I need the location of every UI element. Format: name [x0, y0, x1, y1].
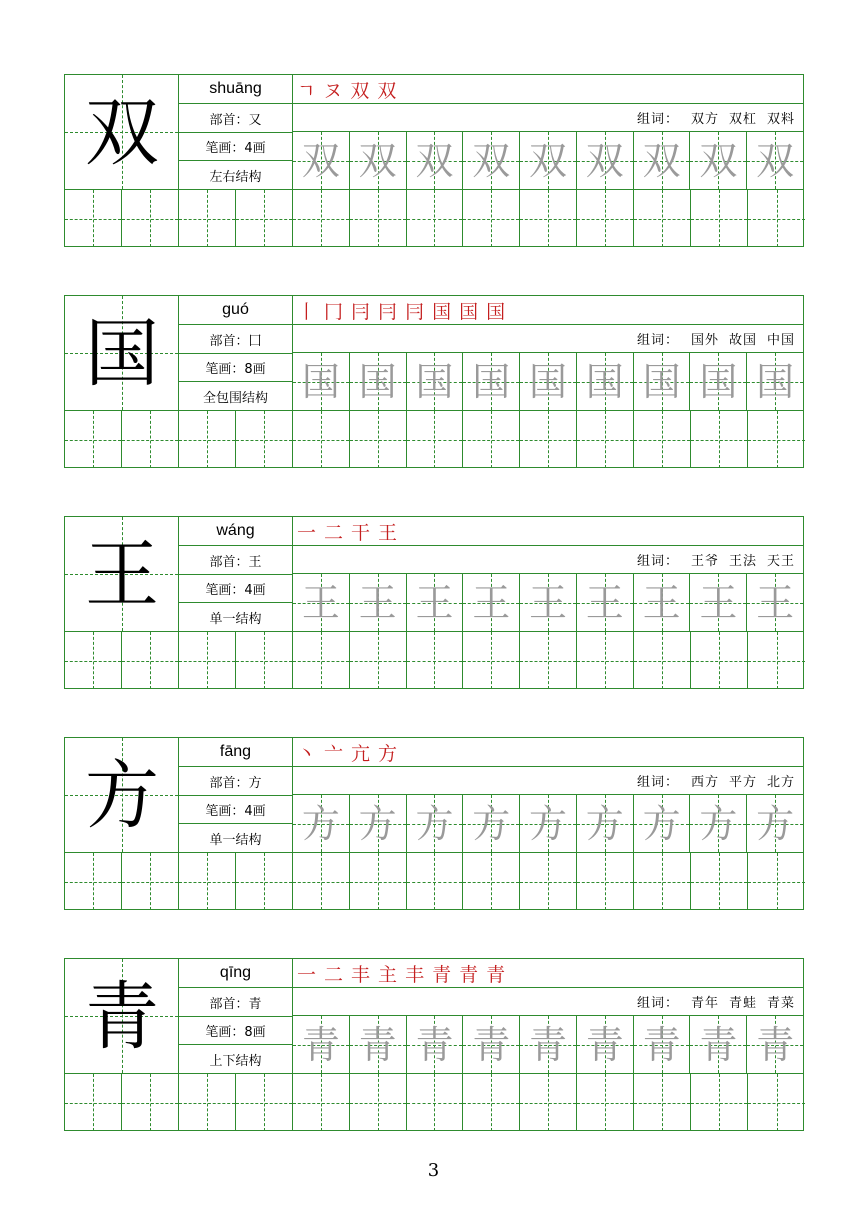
- practice-cell[interactable]: [122, 190, 179, 247]
- trace-cell[interactable]: [520, 574, 577, 631]
- trace-cell[interactable]: [463, 1016, 520, 1073]
- trace-character: 双: [699, 138, 738, 183]
- practice-cell[interactable]: [407, 632, 464, 689]
- trace-cell[interactable]: [350, 353, 407, 410]
- stroke-step: 丨: [297, 300, 317, 323]
- page-number: 3: [427, 1160, 440, 1181]
- trace-cell[interactable]: [463, 132, 520, 189]
- stroke-count: 笔画：8画: [179, 353, 293, 382]
- stroke-step: 丰: [351, 963, 371, 986]
- trace-character: 王: [699, 580, 738, 625]
- trace-cell[interactable]: [463, 574, 520, 631]
- practice-cell[interactable]: [65, 632, 122, 689]
- radical: 部首：青: [179, 988, 293, 1017]
- trace-cell[interactable]: [520, 353, 577, 410]
- stroke-step: 冂: [324, 300, 344, 323]
- stroke-count: 笔画：4画: [179, 795, 293, 824]
- stroke-step: 一: [297, 521, 317, 544]
- practice-cell[interactable]: [350, 632, 407, 689]
- stroke-step: 冃: [351, 300, 371, 323]
- stroke-step: 一: [297, 963, 317, 986]
- practice-cell[interactable]: [65, 853, 122, 910]
- trace-character: 双: [529, 138, 568, 183]
- trace-cell[interactable]: [747, 132, 803, 189]
- stroke-step: 青: [459, 963, 479, 986]
- pinyin: shuāng: [179, 75, 293, 104]
- stroke-step: 亠: [324, 742, 344, 765]
- stroke-order-row: [293, 959, 803, 988]
- stroke-step: ヌ: [323, 79, 343, 102]
- practice-cell[interactable]: [577, 1074, 634, 1131]
- trace-cell[interactable]: [350, 1016, 407, 1073]
- trace-character: 青: [642, 1022, 681, 1067]
- trace-cell[interactable]: [293, 795, 350, 852]
- stroke-step: 主: [378, 963, 398, 986]
- stroke-step: 双: [350, 79, 370, 102]
- word: 青菜: [766, 996, 795, 1011]
- trace-character: 国: [756, 359, 795, 404]
- big-character: 国: [85, 310, 159, 397]
- stroke-step: 二: [324, 521, 344, 544]
- character-card: [64, 516, 804, 689]
- practice-cell[interactable]: [520, 411, 577, 468]
- stroke-step: 亢: [351, 742, 371, 765]
- radical: 部首：王: [179, 546, 293, 575]
- radical: 部首：囗: [179, 325, 293, 354]
- trace-cell[interactable]: [634, 795, 691, 852]
- practice-cell[interactable]: [577, 411, 634, 468]
- practice-cell[interactable]: [122, 411, 179, 468]
- trace-character: 方: [756, 801, 795, 846]
- word: 西方: [690, 775, 719, 790]
- trace-character: 方: [699, 801, 738, 846]
- practice-cell[interactable]: [691, 190, 748, 247]
- practice-cell[interactable]: [350, 853, 407, 910]
- practice-row: [65, 632, 803, 689]
- words-row: [293, 988, 803, 1016]
- trace-row: [293, 1016, 803, 1074]
- trace-character: 青: [756, 1022, 795, 1067]
- practice-cell[interactable]: [634, 853, 691, 910]
- practice-cell[interactable]: [293, 632, 350, 689]
- big-character: 青: [85, 973, 159, 1060]
- practice-cell[interactable]: [634, 632, 691, 689]
- practice-cell[interactable]: [634, 190, 691, 247]
- trace-character: 方: [529, 801, 568, 846]
- structure: 单一结构: [179, 824, 293, 853]
- practice-cell[interactable]: [179, 853, 236, 910]
- stroke-step: 王: [378, 521, 398, 544]
- practice-cell[interactable]: [634, 411, 691, 468]
- practice-cell[interactable]: [577, 190, 634, 247]
- stroke-count: 笔画：4画: [179, 574, 293, 603]
- structure: 上下结构: [179, 1045, 293, 1074]
- word: 青年: [690, 996, 719, 1011]
- stroke-step: 国: [459, 300, 479, 323]
- trace-character: 国: [585, 359, 624, 404]
- practice-cell[interactable]: [577, 853, 634, 910]
- words-label: 组词：: [636, 333, 679, 348]
- trace-character: 双: [472, 138, 511, 183]
- structure: 左右结构: [179, 161, 293, 190]
- character-card: [64, 74, 804, 247]
- practice-cell[interactable]: [293, 853, 350, 910]
- practice-cell[interactable]: [179, 1074, 236, 1131]
- radical: 部首：又: [179, 104, 293, 133]
- trace-character: 方: [301, 801, 340, 846]
- word: 王法: [728, 554, 757, 569]
- practice-cell[interactable]: [236, 632, 293, 689]
- practice-cell[interactable]: [748, 632, 805, 689]
- words-label: 组词：: [636, 996, 679, 1011]
- trace-character: 王: [756, 580, 795, 625]
- trace-cell[interactable]: [634, 132, 691, 189]
- practice-cell[interactable]: [65, 1074, 122, 1131]
- stroke-step: 冃: [405, 300, 425, 323]
- trace-cell[interactable]: [520, 1016, 577, 1073]
- words-row: [293, 767, 803, 795]
- trace-cell[interactable]: [577, 353, 634, 410]
- trace-character: 王: [529, 580, 568, 625]
- trace-cell[interactable]: [350, 132, 407, 189]
- practice-cell[interactable]: [350, 1074, 407, 1131]
- big-character: 方: [85, 752, 159, 839]
- structure: 单一结构: [179, 603, 293, 632]
- practice-cell[interactable]: [293, 190, 350, 247]
- trace-row: [293, 132, 803, 190]
- trace-cell[interactable]: [747, 795, 803, 852]
- word: 双杠: [728, 112, 757, 127]
- practice-cell[interactable]: [293, 411, 350, 468]
- trace-character: 双: [358, 138, 397, 183]
- practice-cell[interactable]: [463, 411, 520, 468]
- trace-cell[interactable]: [407, 1016, 464, 1073]
- trace-cell[interactable]: [463, 353, 520, 410]
- trace-cell[interactable]: [634, 1016, 691, 1073]
- trace-character: 国: [472, 359, 511, 404]
- trace-character: 方: [472, 801, 511, 846]
- practice-cell[interactable]: [748, 190, 805, 247]
- trace-character: 双: [415, 138, 454, 183]
- practice-cell[interactable]: [122, 1074, 179, 1131]
- practice-cell[interactable]: [691, 632, 748, 689]
- words-label: 组词：: [636, 775, 679, 790]
- practice-cell[interactable]: [236, 1074, 293, 1131]
- stroke-step: 丰: [405, 963, 425, 986]
- trace-character: 青: [472, 1022, 511, 1067]
- practice-cell[interactable]: [122, 632, 179, 689]
- trace-row: [293, 795, 803, 853]
- structure: 全包围结构: [179, 382, 293, 411]
- word: 青蛙: [728, 996, 757, 1011]
- stroke-order-row: [293, 738, 803, 767]
- trace-cell[interactable]: [520, 795, 577, 852]
- practice-cell[interactable]: [577, 632, 634, 689]
- word: 平方: [728, 775, 757, 790]
- trace-cell[interactable]: [690, 574, 747, 631]
- practice-row: [65, 853, 803, 910]
- trace-cell[interactable]: [577, 795, 634, 852]
- trace-character: 方: [585, 801, 624, 846]
- trace-cell[interactable]: [350, 574, 407, 631]
- trace-character: 双: [301, 138, 340, 183]
- trace-cell[interactable]: [690, 353, 747, 410]
- trace-character: 方: [415, 801, 454, 846]
- practice-cell[interactable]: [463, 632, 520, 689]
- practice-cell[interactable]: [236, 853, 293, 910]
- pinyin: fāng: [179, 738, 293, 767]
- practice-cell[interactable]: [691, 853, 748, 910]
- practice-cell[interactable]: [350, 190, 407, 247]
- stroke-step: 二: [324, 963, 344, 986]
- practice-cell[interactable]: [65, 190, 122, 247]
- practice-cell[interactable]: [293, 1074, 350, 1131]
- trace-cell[interactable]: [634, 353, 691, 410]
- practice-cell[interactable]: [463, 190, 520, 247]
- character-card: [64, 295, 804, 468]
- trace-cell[interactable]: [577, 1016, 634, 1073]
- pinyin: qīng: [179, 959, 293, 988]
- trace-character: 双: [642, 138, 681, 183]
- practice-cell[interactable]: [634, 1074, 691, 1131]
- words-label: 组词：: [636, 112, 679, 127]
- trace-character: 国: [301, 359, 340, 404]
- practice-cell[interactable]: [179, 632, 236, 689]
- trace-cell[interactable]: [293, 574, 350, 631]
- word: 国外: [690, 333, 719, 348]
- stroke-step: 冃: [378, 300, 398, 323]
- trace-character: 王: [585, 580, 624, 625]
- stroke-step: 双: [377, 79, 397, 102]
- practice-cell[interactable]: [520, 853, 577, 910]
- practice-cell[interactable]: [236, 190, 293, 247]
- practice-cell[interactable]: [463, 1074, 520, 1131]
- trace-cell[interactable]: [407, 353, 464, 410]
- practice-cell[interactable]: [122, 853, 179, 910]
- trace-character: 王: [472, 580, 511, 625]
- trace-cell[interactable]: [747, 353, 803, 410]
- practice-row: [65, 1074, 803, 1131]
- practice-row: [65, 411, 803, 468]
- practice-cell[interactable]: [236, 411, 293, 468]
- stroke-step: 丶: [297, 742, 317, 765]
- trace-cell[interactable]: [407, 132, 464, 189]
- trace-character: 双: [756, 138, 795, 183]
- trace-cell[interactable]: [690, 132, 747, 189]
- trace-character: 方: [358, 801, 397, 846]
- trace-cell[interactable]: [407, 574, 464, 631]
- practice-cell[interactable]: [520, 632, 577, 689]
- trace-character: 国: [529, 359, 568, 404]
- trace-cell[interactable]: [293, 353, 350, 410]
- trace-row: [293, 353, 803, 411]
- stroke-step: 方: [378, 742, 398, 765]
- trace-character: 国: [358, 359, 397, 404]
- word: 天王: [766, 554, 795, 569]
- trace-character: 国: [642, 359, 681, 404]
- stroke-count: 笔画：8画: [179, 1016, 293, 1045]
- trace-character: 王: [642, 580, 681, 625]
- big-character: 王: [85, 531, 159, 618]
- trace-character: 青: [529, 1022, 568, 1067]
- practice-cell[interactable]: [350, 411, 407, 468]
- big-character: 双: [85, 89, 159, 176]
- stroke-order-row: [293, 296, 803, 325]
- pinyin: guó: [179, 296, 293, 325]
- trace-character: 青: [699, 1022, 738, 1067]
- practice-cell[interactable]: [407, 853, 464, 910]
- trace-cell[interactable]: [407, 795, 464, 852]
- words-row: [293, 325, 803, 353]
- practice-cell[interactable]: [179, 190, 236, 247]
- character-card: [64, 958, 804, 1131]
- trace-cell[interactable]: [293, 1016, 350, 1073]
- trace-character: 青: [585, 1022, 624, 1067]
- practice-cell[interactable]: [520, 1074, 577, 1131]
- character-card: [64, 737, 804, 910]
- practice-cell[interactable]: [407, 1074, 464, 1131]
- stroke-count: 笔画：4画: [179, 132, 293, 161]
- trace-cell[interactable]: [350, 795, 407, 852]
- word: 故国: [728, 333, 757, 348]
- stroke-step: 国: [432, 300, 452, 323]
- trace-character: 青: [358, 1022, 397, 1067]
- trace-character: 国: [699, 359, 738, 404]
- trace-character: 双: [585, 138, 624, 183]
- stroke-order-row: [293, 517, 803, 546]
- practice-cell[interactable]: [691, 411, 748, 468]
- stroke-step: 国: [486, 300, 506, 323]
- trace-cell[interactable]: [293, 132, 350, 189]
- word: 双料: [766, 112, 795, 127]
- stroke-step: ㄱ: [297, 79, 316, 102]
- stroke-step: 青: [432, 963, 452, 986]
- trace-character: 王: [358, 580, 397, 625]
- words-row: [293, 104, 803, 132]
- practice-cell[interactable]: [748, 853, 805, 910]
- practice-cell[interactable]: [748, 411, 805, 468]
- trace-character: 国: [415, 359, 454, 404]
- stroke-step: 干: [351, 521, 371, 544]
- word: 王爷: [690, 554, 719, 569]
- trace-cell[interactable]: [634, 574, 691, 631]
- trace-cell[interactable]: [463, 795, 520, 852]
- radical: 部首：方: [179, 767, 293, 796]
- practice-cell[interactable]: [520, 190, 577, 247]
- practice-row: [65, 190, 803, 247]
- trace-character: 青: [415, 1022, 454, 1067]
- trace-cell[interactable]: [747, 1016, 803, 1073]
- trace-cell[interactable]: [747, 574, 803, 631]
- trace-cell[interactable]: [577, 574, 634, 631]
- stroke-step: 青: [486, 963, 506, 986]
- trace-cell[interactable]: [577, 132, 634, 189]
- trace-cell[interactable]: [520, 132, 577, 189]
- trace-character: 方: [642, 801, 681, 846]
- words-label: 组词：: [636, 554, 679, 569]
- trace-character: 王: [301, 580, 340, 625]
- word: 北方: [766, 775, 795, 790]
- trace-cell[interactable]: [690, 1016, 747, 1073]
- stroke-order-row: [293, 75, 803, 104]
- word: 中国: [766, 333, 795, 348]
- practice-cell[interactable]: [463, 853, 520, 910]
- word: 双方: [690, 112, 719, 127]
- practice-cell[interactable]: [65, 411, 122, 468]
- words-row: [293, 546, 803, 574]
- practice-cell[interactable]: [748, 1074, 805, 1131]
- pinyin: wáng: [179, 517, 293, 546]
- practice-cell[interactable]: [691, 1074, 748, 1131]
- practice-cell[interactable]: [407, 190, 464, 247]
- trace-cell[interactable]: [690, 795, 747, 852]
- trace-character: 王: [415, 580, 454, 625]
- practice-cell[interactable]: [179, 411, 236, 468]
- practice-cell[interactable]: [407, 411, 464, 468]
- trace-row: [293, 574, 803, 632]
- trace-character: 青: [301, 1022, 340, 1067]
